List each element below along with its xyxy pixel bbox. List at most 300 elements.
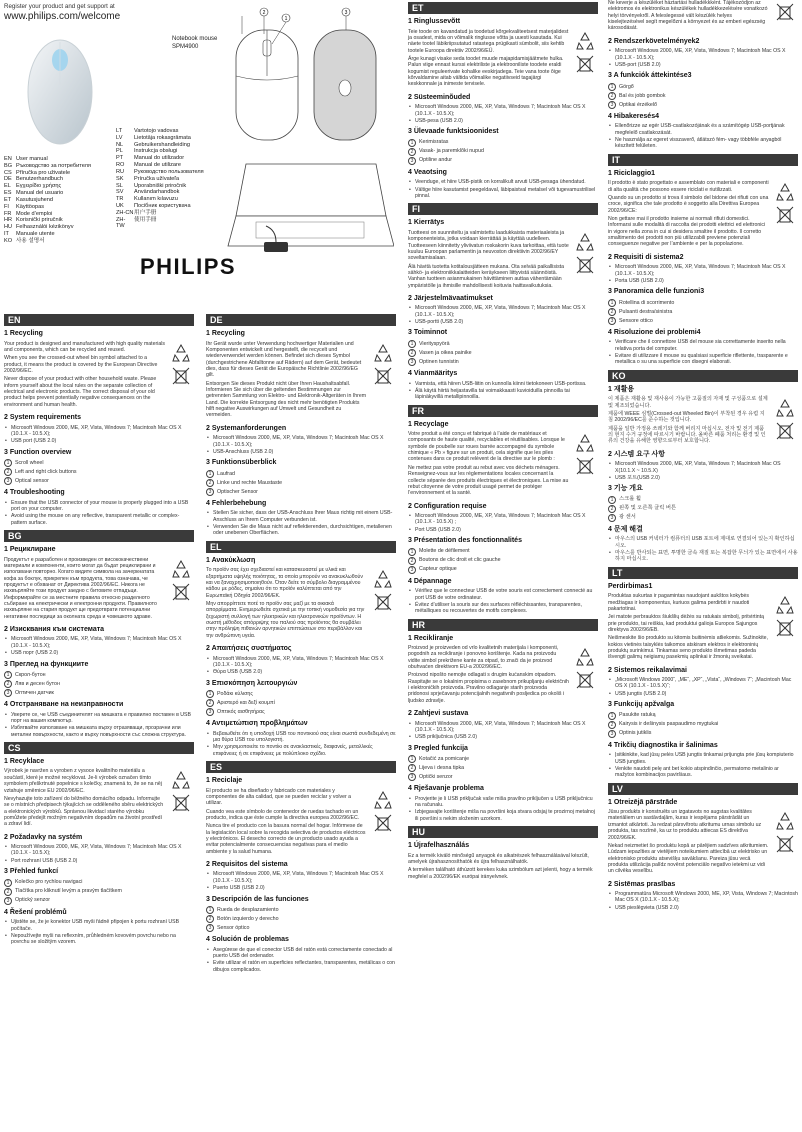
req-en-os: • Microsoft Windows 2000, ME, XP, Vista, Windows 7; Macintosh Mac OS X (10.1.X - 10.5.X); (4, 425, 194, 438)
language-code: EL (4, 183, 11, 190)
tip-bg-2: • Избягвайте използване на мишката върху отразяващи, прозрачни или метални повърхности, както и върху повърхности със сложна структура. (4, 725, 194, 738)
text-lt-p2: Jei matote perbrauktos šiukšlių dėžės su ratukais simbolį, pritvirtintą prie produkto, tai reiškia, kad produktui galioja Europos Sąjungos direktyva 2002/96/EB. (608, 614, 764, 633)
text-fi-p1: Tuotteesi on suunniteltu ja valmistettu laadukkaista materiaaleista ja komponenteista, jotka voidaan kierrättää ja käyttää uudelleen. Tuotteeseen kiinnitetty yliviivatun roskakorin kuva tarkoittaa, että tuote kuuluu Euroopan parlamentin ja neuvoston direktiivin 2002/96/EY soveltamisalaan. (408, 229, 569, 262)
text-es-p1: El producto se ha diseñado y fabricado con materiales y componentes de alta calidad, que se pueden reciclar y volver a utilizar. (206, 787, 352, 807)
func-es-1: Rueda de desplazamiento (217, 906, 279, 913)
req-lt-os: • „Microsoft Windows 2000“, „ME“, „XP“, „Vista“, „Windows 7“; „Macintosh Mac OS X (10.1.X - 10.5.X)“; (608, 677, 798, 690)
heading-hr-recycling: 1 Recikliranje (408, 634, 454, 642)
language-entry (116, 203, 226, 210)
language-code: SL (116, 182, 123, 189)
column-3 (408, 0, 598, 884)
language-entry (4, 183, 114, 190)
heading-ko-troubleshooting: 4 문제 해결 (608, 525, 643, 533)
weee-bin-icon (171, 582, 191, 602)
req-bg-os: • Microsoft Windows 2000, ME, XP, Vista, Windows 7; Macintosh Mac OS X (10.1.X - 10.5.X); (4, 636, 194, 649)
heading-et-functions: 3 Ülevaade funktsioonidest (408, 128, 499, 136)
weee-bin-icon (171, 366, 191, 386)
func-bg-3: Оптичен датчик (15, 689, 54, 696)
req-et-os: • Microsoft Windows 2000, ME, XP, Vista, Windows 7; Macintosh Mac OS X (10.1.X - 10.5.X); (408, 104, 598, 117)
language-entry (4, 163, 114, 170)
tip-cs-1: • Ujistěte se, že je konektor USB myši řádně připojen k portu rozhraní USB počítače. (4, 919, 194, 932)
tip-fr-2: • Évitez d’utiliser la souris sur des surfaces réfléchissantes, transparentes, métalliques ou recouvertes de motifs complexes. (408, 602, 598, 615)
language-list-left (4, 156, 114, 245)
func-el-2: Αριστερό και δεξί κουμπί (217, 699, 275, 706)
heading-en-functions: 3 Function overview (4, 448, 72, 456)
func-hu-1: Görgő (619, 83, 634, 90)
language-entry (116, 135, 226, 142)
lang-header-es: ES (206, 761, 396, 773)
req-es-os: • Microsoft Windows 2000, ME, XP, Vista, Windows 7; Macintosh Mac OS X (10.1.X - 10.5.X); (206, 871, 396, 884)
func-bg-1: Скрол-бутон (15, 671, 46, 678)
req-en-usb: • USB port (USB 2.0) (4, 438, 194, 444)
func-et-2: Vasak- ja paremklõki nupud (419, 148, 484, 155)
lang-header-cs: CS (4, 742, 194, 754)
tip-en-2: • Avoid using the mouse on any reflective, transparent metallic or complex-pattern surface. (4, 513, 194, 526)
language-entry (116, 128, 226, 135)
tip-en-1: • Ensure that the USB connector of your mouse is properly plugged into a USB port on your computer. (4, 500, 194, 513)
func-cs-2: Tlačítka pro kliknutí levým a pravým tlačítkem (15, 888, 122, 895)
req-hr-os: • Microsoft Windows 2000, ME, XP, Vista, Windows 7; Macintosh Mac OS X (10.1.X - 10.5.X); (408, 721, 598, 734)
func-es-2: Botón izquierdo y derecho (217, 915, 279, 922)
weee-bin-icon (373, 592, 393, 612)
heading-lt-functions: 3 Funkcijų apžvalga (608, 701, 675, 709)
text-fi-p2: Älä hävitä tuotetta kotitalousjätteen mukana. Ota selvää paikallisista sähkö- ja elektroniikkalaitteiden keräykseen liittyvistä säännöistä. Vanhan tuotteen asianmukainen hävittäminen auttaa vähentämään ympäristölle ja ihmisille mahdollisesti koituvia haittavaikutuksia. (408, 263, 565, 289)
text-es-p3: Nunca tire el producto con la basura normal del hogar. Infórmese de la legislación local sobre la recogida selectiva de productos eléctricos y electrónicos. El desecho correcto de un producto usado ayuda a evitar potencialmente consecuencias negativas para el medio ambiente y la salud humana. (206, 823, 366, 855)
req-ko-os: • Microsoft Windows 2000, ME, XP, Vista, Windows 7; Macintosh Mac OS X(10.1.X ~ 10.5.X) (608, 461, 798, 474)
language-title: Gebruikershandleiding (134, 141, 190, 148)
recycle-icon (373, 790, 393, 810)
recycle-icon (775, 398, 795, 418)
language-title: Manuale utente (16, 230, 55, 237)
heading-cs-functions: 3 Přehled funkcí (4, 868, 59, 876)
column-4 (608, 0, 798, 915)
lang-header-el: EL (206, 541, 396, 553)
req-hu-os: • Microsoft Windows 2000, ME, XP, Vista, Windows 7; Macintosh Mac OS X (10.1.X - 10.5.X); (608, 48, 798, 61)
heading-fi-requirements: 2 Järjestelmävaatimukset (408, 294, 493, 302)
text-en-p1: Your product is designed and manufactured with high quality materials and components, which can be recycled and reused. (4, 340, 166, 353)
tip-hr-2: • Izbjegavajte korištenje miša na površini koja stvara odsjaj te prozirnoj metalnoj ili površini s nekim složenim uzorkom. (408, 809, 598, 822)
text-es-p2: Cuando vea este símbolo de contenedor de ruedas tachado en un producto, indica que éste cumple la directiva europea 2002/96/EC. (206, 808, 360, 821)
tip-ko-1: • 마우스의 USB 커넥터가 컴퓨터의 USB 포트에 제대로 연결되어 있는지 확인하십시오. (608, 536, 798, 549)
column-2 (206, 312, 396, 977)
cover-header (0, 0, 396, 312)
model-number: SPM4900 (172, 43, 199, 50)
tip-de-1: • Stellen Sie sicher, dass der USB-Anschluss Ihrer Maus richtig mit einem USB-Anschluss an Ihrem Computer verbunden ist. (206, 510, 396, 523)
req-lt-usb: • USB jungtis (USB 2.0) (608, 691, 798, 697)
heading-en-requirements: 2 System requirements (4, 413, 82, 421)
func-hr-3: Optički senzor (419, 774, 453, 781)
heading-bg-recycling: 1 Рециклиране (4, 545, 56, 553)
heading-bg-requirements: 2 Изисквания към системата (4, 625, 105, 633)
text-it-p2: Quando su un prodotto si trova il simbolo del bidone dei rifiuti con una croce, significa che tale prodotto è soggetto alla Direttiva Europea 2002/96/CE: (608, 194, 769, 214)
heading-lv-recycling: 1 Otreizējā pārstrāde (608, 798, 678, 806)
tip-hr-1: • Provjerite je li USB priključak vaše miša pravilno priključen u USB priključnicu na računalu. (408, 796, 598, 809)
text-hr-p1: Proizvod je proizveden od vrlo kvalitetnih materijala i komponenti, pogodnih za recikliranje i ponovno korištenje. Kada na proizvodu vidite simbol prekrižene kante za otpad, to znači da je proizvod obuhvaćen direktivom EU-a 2002/96/EC. (408, 645, 559, 671)
text-cs-p2: Nevyhazujte toto zařízení do běžného domácího odpadu. Informujte se o místních předpisech týkajících se odděleného sběru elektrických a elektronických výrobků. Správnou likvidací starého výrobku pomůžete předejít možným negativním dopadům na životní prostředí a zdraví lidí. (4, 795, 164, 828)
heading-fi-functions: 3 Toiminnot (408, 329, 448, 337)
language-code: ZH-CN (116, 209, 134, 216)
language-entry (4, 197, 114, 204)
heading-en-recycling: 1 Recycling (4, 330, 43, 337)
language-entry (116, 176, 226, 183)
language-title: Kullanım kılavuzu (134, 196, 178, 203)
svg-text:3: 3 (344, 10, 348, 16)
heading-ko-functions: 3 기능 개요 (608, 485, 643, 493)
func-de-2: Linke und rechte Maustaste (217, 479, 283, 486)
language-code: PL (116, 148, 123, 155)
recycle-icon (775, 595, 795, 615)
heading-et-requirements: 2 Süsteeminõuded (408, 93, 471, 101)
heading-el-troubleshooting: 4 Αντιμετώπιση προβλημάτων (206, 720, 308, 728)
recycle-icon (775, 811, 795, 831)
language-code: HR (4, 217, 13, 224)
req-hr-usb: • USB priključnica (USB 2.0) (408, 734, 598, 740)
language-title: Benutzerhandbuch (16, 176, 63, 183)
heading-et-recycling: 1 Ringlussevõtt (408, 18, 461, 25)
func-lt-2: Kairysis ir dešinysis paspaudimo mygtukai (619, 721, 719, 728)
language-code: LV (116, 134, 123, 141)
req-fi-usb: • USB-portti (USB 2.0) (408, 319, 598, 325)
func-de-3: Optischer Sensor (217, 488, 258, 495)
req-el-usb: • Θύρα USB (USB 2.0) (206, 669, 396, 675)
tip-el-1: • Βεβαιωθείτε ότι η υποδοχή USB του ποντικιού σας είναι σωστά συνδεδεμένη σε μια θύρα USB του υπολογιστή. (206, 731, 396, 744)
req-cs-usb: • Port rozhraní USB (USB 2.0) (4, 858, 194, 864)
heading-fi-troubleshooting: 4 Vianmääritys (408, 370, 458, 377)
text-et-p2: Ärge kunagi visake seda toodet muude majapidamisjäätmete hulka. Palun viige ennast kurssi elektriliste ja elektrooniliste toodete eraldi kogumist reguleerivate kohalike eeskirjadega. Teie vana toote õige kõrvaldamine aitab vältida võimalike negatiivseid tagajärgi keskkonnale ja inimeste tervisele. (408, 55, 564, 88)
tip-fi-2: • Älä käytä hiirtä heijastavilla tai voimakkaasti kuvioiduilla pinnoilla tai läpinäkyvillä metallipinnoilla. (408, 388, 598, 401)
laptop-diagram (226, 156, 394, 256)
func-de-1: Laufrad (217, 470, 235, 477)
language-title: Käyttöopas (16, 203, 44, 210)
func-bg-2: Ляв и десен бутон (15, 680, 60, 687)
heading-fr-recycling: 1 Recyclage (408, 420, 449, 428)
recycle-icon (171, 770, 191, 790)
tip-el-2: • Μην χρησιμοποιείτε το ποντίκι σε ανακλαστικές, διαφανείς, μεταλλικές επιφάνειες ή σε επιφάνειες με πολύπλοκο σχέδιο. (206, 744, 396, 757)
section-fi: FI 1 Kierrätys Tuotteesi on suunniteltu ja valmistettu laadukkaista materiaaleista ja komponenteista, jotka voidaan kierrättää ja käyttää uudelleen. Tuotteeseen kiinnitetty yliviivatun roskakorin kuva tarkoittaa, että tuote kuuluu Euroopan parlamentin ja neuvoston direktiivin 2002/96/EY soveltamisalaan. Älä hävitä tuotetta kotitalousjätteen mukana. Ota selvää paikallisista sähkö- ja elektroniikkalaitteiden keräykseen liittyvistä säännöistä. Vanhan tuotteen asianmukainen hävittäminen auttaa vähentämään ympäristölle ja ihmisille mahdollisesti koituvia haittavaikutuksia. 2 Järjestelmävaatimukset • Microsoft Windows 2000, ME, XP, Vista, Windows 7; Macintosh Mac OS X (10.1.X - 10.5.X); • USB-portti (USB 2.0) 3 Toiminnot 1 Vierityspyörä 2 Vasen ja oikea painike 3 Optinen tunnistin 4 Vianmääritys • Varmista, että hiiren USB-liitin on kunnolla kiinni tietokoneen USB-portissa. • Älä käytä hiirtä heijastavilla tai voimakkaasti kuvioiduilla pinnoilla tai läpinäkyvillä metallipinnoilla. (408, 203, 598, 400)
lang-header-lv: LV (608, 783, 798, 795)
text-lv-p2: Nekad neizmetiet šo produktu kopā ar pārējiem sadzīves atkritumiem. Lūdzam iepazīties ar vietējiem noteikumiem attiecībā uz elektrisko un elektronisko produktu atsevišķu savākšanu. Pareiza jūsu vecā produkta utilizācija palīdz novērst potenciālo negatīvo ietekmi uz vidi un cilvēka veselību. (608, 842, 769, 875)
language-code: RO (116, 162, 125, 169)
heading-el-recycling: 1 Ανακύκλωση (206, 556, 256, 564)
text-hu-p3: Ne keverje a készüléket háztartási hulladékkként. Tájékozódjon az elektromos és elektronikus készülékek hulladékkezelésére vonatkozó helyi törvényekről. A feleslegessé vált készülék helyes kiselejtezésével segít megelőzni a környezet és az emberi egészség károsodását. (608, 0, 768, 32)
heading-et-troubleshooting: 4 Veaotsing (408, 168, 447, 176)
section-it: IT 1 Riciclaggio1 Il prodotto è stato progettato e assemblato con materiali e componenti di alta qualità che possono essere riciclati e riutilizzati. Quando su un prodotto si trova il simbolo del bidone dei rifiuti con una croce, significa che tale prodotto è soggetto alla Direttiva Europea 2002/96/CE: Non gettare mai il prodotto insieme ai normali rifiuti domestici. Informarsi sulle modalità di raccolta dei prodotti elettrici ed elettronici in vigore nella zona in cui si desidera smaltire il prodotto. Il corretto smaltimento dei prodotti non più utilizzabili previene potenziali conseguenze negative per l’ambiente e per la popolazione. 2 Requisiti di sistema2 • Microsoft Windows 2000, ME, XP, Vista, Windows 7; Macintosh Mac OS X (10.1.X - 10.5.X); • Porta USB (USB 2.0) 3 Panoramica delle funzioni3 1 Rotellina di scorrimento 2 Pulsanti destra/sinistra 3 Sensore ottico 4 Risoluzione dei problemi4 • Verificare che il connettore USB del mouse sia correttamente inserito nella relativa porta del computer. • Evitare di utilizzare il mouse su qualsiasi superficie riflettente, trasparente e metallica o su una superficie con disegni elaborati. (608, 154, 798, 366)
func-hr-1: Kotačić za pomicanje (419, 756, 470, 763)
weee-bin-icon (775, 2, 795, 22)
req-fi-os: • Microsoft Windows 2000, ME, XP, Vista, Windows 7; Macintosh Mac OS X (10.1.X - 10.5.X); (408, 305, 598, 318)
heading-de-requirements: 2 Systemanforderungen (206, 424, 287, 432)
heading-hu-recycling: 1 Újrafelhasználás (408, 842, 470, 850)
language-entry (116, 148, 226, 155)
lang-header-hr: HR (408, 619, 598, 631)
weee-bin-icon (775, 834, 795, 854)
req-fr-usb: • Port USB (USB 2.0) (408, 527, 598, 533)
func-fr-3: Capteur optique (419, 566, 457, 573)
heading-es-functions: 3 Descripción de las funciones (206, 895, 309, 903)
text-fr-p1: Votre produit a été conçu et fabriqué à l’aide de matériaux et composants de haute qualité, recyclables et réutilisables. Lorsque le symbole de poubelle sur roues barrée accompagné du symbole chimique « Pb » figure sur un produit, cela signifie que les piles contenues dans ce produit relèvent de la directive sur le plomb : (408, 431, 565, 463)
text-en-p2: When you see the crossed-out wheel bin symbol attached to a product, it means the product is covered by the European Directive 2002/96/EC. (4, 355, 158, 374)
text-en-p3: Never dispose of your product with other household waste. Please inform yourself about the local rules on the separate collection of electrical and electronic products. The correct disposal of your old product helps prevent potentially negative consequences on the environment and human health. (4, 376, 157, 408)
weee-bin-icon (775, 421, 795, 441)
language-code: HU (4, 224, 13, 231)
text-ko-p1: 이 제품은 재활용 및 재사용이 가능한 고품질의 자재 및 구성품으로 설계 및 제조되었습니다. (608, 396, 768, 409)
website-url[interactable]: www.philips.com/welcome (4, 11, 121, 22)
language-code: SV (116, 189, 124, 196)
req-bg-usb: • USB порт (USB 2.0) (4, 650, 194, 656)
lang-header-fr: FR (408, 405, 598, 417)
lang-header-ko: KO (608, 370, 798, 382)
func-cs-3: Optický senzor (15, 897, 51, 904)
tip-fr-1: • Vérifiez que le connecteur USB de votre souris est correctement connecté au port USB de votre ordinateur. (408, 588, 598, 601)
req-de-usb: • USB-Anschluss (USB 2.0) (206, 449, 396, 455)
heading-es-recycling: 1 Reciclaje (206, 776, 243, 784)
section-lt: LT Perdirbimas1 Produktas sukurtas ir pagamintas naudojant aukštos kokybės medžiagas ir komponentus, kuriuos galima perdirbti ir naudoti pakartotinai. Jei matote perbrauktos šiukšlių dėžės su ratukais simbolį, pritvirtintą prie produkto, tai reiškia, kad produktui galioja Europos Sąjungos direktyva 2002/96/EB. Neišmeskite šio produkto su kitomis buitinėmis atliekomis. Sužinokite, kokios vietinės taisyklės taikomos atskiram elektros ir elektroninių produktų surinkimui. Tinkamas seno produkto išmetimas padeda išvengti galimų neigiamų pasekmių aplinkai ir žmonių sveikatai. 2 Sistemos reikalavimai • „Microsoft Windows 2000“, „ME“, „XP“, „Vista“, „Windows 7“; „Macintosh Mac OS X (10.1.X - 10.5.X)“; • USB jungtis (USB 2.0) 3 Funkcijų apžvalga 1 Pasukite ratuką 2 Kairysis ir dešinysis paspaudimo mygtukai 3 Optinis jutiklis 4 Trikčių diagnostika ir šalinimas • Įsitikinkite, kad jūsų pelės USB jungtis tinkamai prijungta prie jūsų kompiuterio USB jungties. • Venkite naudoti pelę ant bet kokio atspindinčio, permatomo metalinio ar mažytox kombinacijos paviršiaus. (608, 567, 798, 779)
tip-lt-1: • Įsitikinkite, kad jūsų pelės USB jungtis tinkamai prijungta prie jūsų kompiuterio USB jungties. (608, 752, 798, 765)
func-fi-2: Vasen ja oikea painike (419, 349, 472, 356)
heading-lt-troubleshooting: 4 Trikčių diagnostika ir šalinimas (608, 741, 718, 749)
section-hu (408, 826, 598, 880)
heading-it-functions: 3 Panoramica delle funzioni3 (608, 288, 705, 296)
func-ko-2: 왼쪽 및 오른쪽 클릭 버튼 (619, 505, 677, 512)
text-et-p1: Teie toode on kavandatud ja toodetud kõrgekvaliteetsest materjalidest ja osadest, mida on võimalik ringlusse võtta ja uuesti kasutada. Kui näete tootel läbikriipsutatud ratastega prügikasti sümbolit, siis kehtib tootele Euroopa direktiiv 2002/96/EÜ. (408, 28, 569, 54)
heading-hr-requirements: 2 Zahtjevi sustava (408, 710, 469, 718)
func-en-1: Scroll wheel (15, 459, 44, 466)
func-lt-1: Pasukite ratuką (619, 712, 656, 719)
language-title: Mode d’emploi (16, 210, 53, 217)
language-title: Příručka pro uživatele (16, 169, 71, 176)
language-entry (4, 190, 114, 197)
language-code: BG (4, 162, 13, 169)
register-text: Register your product and get support at (4, 3, 115, 10)
language-code: ZH-TW (116, 216, 126, 230)
req-ko-usb: • USB 포트(USB 2.0) (608, 475, 798, 481)
req-hu-usb: • USB-port (USB 2.0) (608, 62, 798, 68)
func-ko-1: 스크롤 휠 (619, 496, 641, 503)
heading-cs-troubleshooting: 4 Řešení problémů (4, 908, 67, 916)
req-fr-os: • Microsoft Windows 2000, ME, XP, Vista, Windows 7; Macintosh Mac OS X (10.1.X - 10.5.X) ; (408, 513, 598, 526)
text-lt-p1: Produktas sukurtas ir pagamintas naudojant aukštos kokybės medžiagas ir komponentus, kuriuos galima perdirbti ir naudoti pakartotinai. (608, 593, 750, 612)
text-el-p2: Μην απορρίπτετε ποτέ το προϊόν σας μαζί με τα οικιακά απορρίμματα. Ενημερωθείτε σχετικά με την τοπική νομοθεσία για την ξεχωριστή συλλογή των ηλεκτρικών και ηλεκτρονικών προϊόντων. Η σωστή μέθοδος απόρριψης του παλιού σας προϊόντος θα συμβάλει στην πρόληψη πιθανών αρνητικών επιπτώσεων στο περιβάλλον και την ανθρώπινη υγεία. (206, 600, 365, 639)
weee-bin-icon (575, 456, 595, 476)
mouse-photo (20, 30, 100, 150)
req-cs-os: • Microsoft Windows 2000, ME, XP, Vista, Windows 7; Macintosh Mac OS X (10.1.X - 10.5.X); (4, 844, 194, 857)
weee-bin-icon (575, 255, 595, 275)
text-lv-p1: Jūsu produkts ir konstruēts un izgatavots no augstas kvalitātes materiāliem un sastāvdaļām, kuras ir iespējams pārstrādāt un izmantot atkārtoti. Ja redzat pārsvītrotu atkritumu urnas simbolu uz produkta, tas nozīmē, ka uz to produktu attiecas ES direktīva 2002/96/EK. (608, 809, 762, 841)
language-entry (4, 156, 114, 163)
heading-de-functions: 3 Funktionsüberblick (206, 459, 277, 467)
recycle-icon (575, 31, 595, 51)
heading-fr-functions: 3 Présentation des fonctionnalités (408, 537, 522, 545)
lang-header-et: ET (408, 2, 598, 14)
language-title: User manual (16, 156, 48, 162)
language-code: RU (116, 168, 125, 175)
func-el-1: Ροδάκι κύλισης (217, 690, 253, 697)
req-lv-os: • Programmatūra Microsoft Windows 2000, ME, XP, Vista, Windows 7; Macintosh Mac OS X (10.1.X - 10.5.X); (608, 891, 798, 904)
text-ko-p3: 제품을 일반 가정용 쓰레기와 함께 버리지 마십시오. 전자 및 전기 제품의 현지 수거 규정에 따르시기 바랍니다. 올바른 폐품 처리는 환경 및 인류의 건강을 유해한 영향으로부터 보호합니다. (608, 425, 766, 445)
language-entry (4, 238, 114, 245)
language-code: TR (116, 196, 124, 203)
heading-hu-requirements: 2 Rendszerkövetelmények2 (608, 37, 700, 45)
recycle-icon (171, 343, 191, 363)
language-code: IT (4, 230, 9, 237)
tip-cs-2: • Nepoužívejte myši na reflexním, průhledném kovovém povrchu nebo na povrchu se složitým vzorem. (4, 933, 194, 946)
tip-it-1: • Verificare che il connettore USB del mouse sia correttamente inserito nella relativa porta del computer. (608, 339, 798, 352)
func-fr-1: Molette de défilement (419, 548, 470, 555)
req-es-usb: • Puerto USB (USB 2.0) (206, 885, 396, 891)
func-et-1: Kerimisratas (419, 139, 449, 146)
req-lv-usb: • USB pieslēgvieta (USB 2.0) (608, 905, 798, 911)
recycle-icon (575, 433, 595, 453)
text-hu-p1: Ez a termék kiváló minőségű anyagok és alkatrészek felhasználásával készült, amelyek újrahasznosíthatók és újra felhasználhatók. (408, 852, 589, 866)
language-code: DE (4, 176, 12, 183)
language-title: Instrukcja obsługi (134, 148, 178, 155)
heading-fi-recycling: 1 Kierrätys (408, 219, 445, 227)
heading-cs-recycling: 1 Recyklace (4, 757, 45, 765)
text-lt-p3: Neišmeskite šio produkto su kitomis buitinėmis atliekomis. Sužinokite, kokios vietinės taisyklės taikomos atskiram elektros ir elektroninių produktų surinkimui. Tinkamas seno produkto išmetimas padeda išvengti galimų neigiamų pasekmių aplinkai ir žmonių sveikatai. (608, 635, 769, 661)
svg-text:1: 1 (284, 16, 288, 22)
mouse-bottom-diagram (306, 6, 386, 156)
language-code: FI (4, 203, 9, 210)
heading-hr-troubleshooting: 4 Rješavanje problema (408, 785, 484, 793)
language-entry (4, 217, 114, 224)
language-entry (4, 204, 114, 211)
tip-fi-1: • Varmista, että hiiren USB-liitin on kunnolla kiinni tietokoneen USB-portissa. (408, 381, 598, 387)
language-list-right (116, 128, 226, 230)
tip-bg-1: • Уверете се, че USB съединителят на мишката е правилно поставен в USB порт на вашия компютър. (4, 712, 194, 725)
func-lt-3: Optinis jutiklis (619, 730, 652, 737)
weee-bin-icon (575, 54, 595, 74)
req-de-os: • Microsoft Windows 2000, ME, XP, Vista, Windows 7; Macintosh Mac OS X (10.1.X - 10.5.X); (206, 435, 396, 448)
language-title: Ръководство за потребителя (16, 162, 91, 169)
tip-it-2: • Evitare di utilizzare il mouse su qualsiasi superficie riflettente, trasparente e metallica o su una superficie con disegni elaborati. (608, 353, 798, 366)
req-it-usb: • Porta USB (USB 2.0) (608, 278, 798, 284)
func-en-3: Optical sensor (15, 477, 49, 484)
weee-bin-icon (373, 366, 393, 386)
weee-bin-icon (575, 670, 595, 690)
weee-bin-icon (373, 813, 393, 833)
language-entry (4, 170, 114, 177)
lang-header-bg: BG (4, 530, 194, 542)
func-hu-3: Optikai érzékelő (619, 101, 657, 108)
heading-ko-recycling: 1 재활용 (608, 385, 635, 393)
heading-bg-functions: 3 Преглед на функциите (4, 660, 89, 668)
heading-lt-requirements: 2 Sistemos reikalavimai (608, 666, 687, 674)
language-code: KO (4, 237, 13, 244)
func-fi-1: Vierityspyörä (419, 340, 450, 347)
language-entry (4, 231, 114, 238)
func-it-3: Sensore ottico (619, 317, 653, 324)
section-cs: CS 1 Recyklace Výrobek je navržen a vyroben z vysoce kvalitního materiálu a součástí, které je možné recyklovat. Je-li výrobek označen tímto symbolem přeškrtnuté popelnice s kolečky, znamená to, že se na něj vztahuje směrnice EU 2002/96/EC. Nevyhazujte toto zařízení do běžného domácího odpadu. Informujte se o místních předpisech týkajících se odděleného sběru elektrických a elektronických výrobků. Správnou likvidací starého výrobku pomůžete předejít možným negativním dopadům na životní prostředí a zdraví lidí. 2 Požadavky na systém • Microsoft Windows 2000, ME, XP, Vista, Windows 7; Macintosh Mac OS X (10.1.X - 10.5.X); • Port rozhraní USB (USB 2.0) 3 Přehled funkcí 1 Kolečko pro rychlou navigaci 2 Tlačítka pro kliknutí levým a pravým tlačítkem 3 Optický senzor 4 Řešení problémů • Ujistěte se, že je konektor USB myši řádně připojen k portu rozhraní USB počítače. • Nepoužívejte myši na reflexním, průhledném kovovém povrchu nebo na povrchu se složitým vzorem. (4, 742, 194, 946)
heading-fr-requirements: 2 Configuration requise (408, 502, 487, 510)
heading-lt-recycling: Perdirbimas1 (608, 582, 653, 590)
tip-et-1: • Veenduge, et hiire USB-pistik on korralikult arvuti USB-pesaga ühendatud. (408, 179, 598, 185)
section-fr: FR 1 Recyclage Votre produit a été conçu et fabriqué à l’aide de matériaux et composants de haute qualité, recyclables et réutilisables. Lorsque le symbole de poubelle sur roues barrée accompagné du symbole chimique « Pb » figure sur un produit, cela signifie que les piles contenues dans ce produit relèvent de la directive sur le plomb : Ne mettez pas votre produit au rebut avec vos déchets ménagers. Renseignez-vous sur les réglementations locales concernant la collecte séparée des produits électriques et électroniques. La mise au rebut citoyenne de votre produit usagé permet de protéger l’environnement et la santé. 2 Configuration requise • Microsoft Windows 2000, ME, XP, Vista, Windows 7; Macintosh Mac OS X (10.1.X - 10.5.X) ; • Port USB (USB 2.0) 3 Présentation des fonctionnalités 1 Molette de défilement 2 Boutons de clic droit et clic gauche 3 Capteur optique 4 Dépannage • Vérifiez que le connecteur USB de votre souris est correctement connecté au port USB de votre ordinateur. • Évitez d’utiliser la souris sur des surfaces réfléchissantes, transparentes, métalliques ou recouvertes de motifs complexes. (408, 405, 598, 615)
language-code: PT (116, 155, 124, 162)
text-de-p2: Entsorgen Sie dieses Produkt nicht über Ihren Haushaltsabfall. Informieren Sie sich über die geltenden Bestimmungen zur getrennten Sammlung von Elektro- und Elektronik-Altgeräten in Ihrem Land. Die korrekte Entsorgung des nicht mehr benötigten Produkts hilft negative Auswirkungen auf Umwelt und Gesundheit zu vermeiden. (206, 380, 367, 419)
text-bg-p1: Продуктът е разработен и произведен от висококачествени материали и компоненти, които могат да бъдат рециклирани и използвани повторно. Когато видите символа на зачеркнатата кофа за боклук, прикрепен към продукта, това означава, че продуктът е обхванат от Директива 2002/96/EC. Никога не изхвърляйте този продукт заедно с битовите отпадъци. Информирайте се за местните правила относно разделното събиране на електрически и електронни продукти. Правилното изхвърляне на стария продукт ще предотврати потенциални негативни последици за околната среда и човешкото здраве. (4, 556, 157, 620)
column-1 (4, 312, 194, 950)
language-title: 用户手册 (134, 209, 157, 216)
language-entry (116, 183, 226, 190)
func-fi-3: Optinen tunnistin (419, 358, 459, 365)
text-hr-p2: Proizvod nipošto nemojte odlagati s drugim kućanskim otpadom. Raspitajte se o lokalnim propisima o zasebnom prikupljanju električnih i elektroničkih proizvoda. Pravilno odlaganje starih proizvoda pridonosi sprječavanju potencijalnih negativnih posljedica po okoliš i ljudsko zdravlje. (408, 672, 569, 704)
func-en-2: Left and right click buttons (15, 468, 77, 475)
weee-bin-icon (775, 618, 795, 638)
func-hu-2: Bal és jobb gombok (619, 92, 666, 99)
language-title: Manual do utilizador (134, 155, 185, 162)
func-it-2: Pulsanti destra/sinistra (619, 308, 673, 315)
heading-hr-functions: 3 Pregled funkcija (408, 744, 468, 752)
tip-lt-2: • Venkite naudoti pelę ant bet kokio atspindinčio, permatomo metalinio ar mažytox kombinacijos paviršiaus. (608, 766, 798, 779)
language-entry (116, 189, 226, 196)
language-title: Руководство пользователя (134, 168, 204, 175)
tip-es-2: • Evite utilizar el ratón en superficies reflectantes, transparentes, metálicas o con dibujos complicados. (206, 960, 396, 973)
tip-de-2: • Verwenden Sie die Maus nicht auf reflektierenden, durchsichtigen, metallenen oder unebenen Oberflächen. (206, 524, 396, 537)
text-fr-p2: Ne mettez pas votre produit au rebut avec vos déchets ménagers. Renseignez-vous sur les réglementations locales concernant la collecte séparée des produits électriques et électroniques. La mise au rebut citoyenne de votre produit usagé permet de protéger l’environnement et la santé. (408, 464, 569, 497)
weee-bin-icon (171, 793, 191, 813)
heading-it-requirements: 2 Requisiti di sistema2 (608, 253, 684, 261)
product-name-block (172, 36, 217, 52)
language-code: ET (4, 196, 12, 203)
language-title: Príručka užívateľa (134, 175, 180, 182)
language-entry (4, 211, 114, 218)
language-code: NL (116, 141, 124, 148)
language-code: CS (4, 169, 12, 176)
section-en: EN 1 Recycling Your product is designed and manufactured with high quality materials and components, which can be recycled and reused. When you see the crossed-out wheel bin symbol attached to a product, it means the product is covered by the European Directive 2002/96/EC. Never dispose of your product with other household waste. Please inform yourself about the local rules on the separate collection of electrical and electronic products. The correct disposal of your old product helps prevent potentially negative consequences on the environment and human health. 2 System requirements • Microsoft Windows 2000, ME, XP, Vista, Windows 7; Macintosh Mac OS X (10.1.X - 10.5.X); • USB port (USB 2.0) 3 Function overview 1 Scroll wheel 2 Left and right click buttons 3 Optical sensor 4 Troubleshooting • Ensure that the USB connector of your mouse is properly plugged into a USB port on your computer. • Avoid using the mouse on any reflective, transparent metallic or complex-pattern surface. (4, 314, 194, 526)
heading-hu-troubleshooting: 4 Hibakeresés4 (608, 112, 659, 120)
heading-es-troubleshooting: 4 Solución de problemas (206, 936, 289, 944)
heading-fr-troubleshooting: 4 Dépannage (408, 577, 452, 585)
func-cs-1: Kolečko pro rychlou navigaci (15, 879, 83, 886)
language-code: FR (4, 210, 12, 217)
language-title: Εγχειρίδιο χρήσης (16, 183, 62, 190)
lang-header-en: EN (4, 314, 194, 326)
language-title: Uporabniški priročnik (134, 182, 187, 189)
section-hu-continued: Ne keverje a készüléket háztartási hulladékkként. Tájékozódjon az elektromos és elektronikus készülékek hulladékkezelésére vonatkozó helyi törvényekről. A feleslegessé vált készülék helyes kiselejtezésével segít megelőzni a környezet és az emberi egészség károsodását. 2 Rendszerkövetelmények2 • Microsoft Windows 2000, ME, XP, Vista, Windows 7; Macintosh Mac OS X (10.1.X - 10.5.X); • USB-port (USB 2.0) 3 A funkciók áttekintése3 1 Görgő 2 Bal és jobb gombok 3 Optikai érzékelő 4 Hibakeresés4 • Ellenőrizze az egér USB-csatlakozójának és a számítógép USB-portjának megfelelő csatlakozását. • Ne használja az egeret visszaverő, átlátszó fém- vagy többféle anyagból készített felületen. (608, 0, 798, 150)
language-code: ES (4, 190, 12, 197)
tip-et-2: • Vältige hiire kasutamist peegeldaval, läbipaistval metalsel või tugevamustrilisel pinnal. (408, 187, 598, 200)
lang-header-hu: HU (408, 826, 598, 838)
heading-cs-requirements: 2 Požadavky na systém (4, 833, 83, 841)
section-lv (608, 783, 798, 912)
heading-it-recycling: 1 Riciclaggio1 (608, 169, 656, 177)
text-ko-p2: 제품에 WEEE 심벌(Crossed-out Wheeled Bin)이 부착된 경우 유럽 지침 2002/96/EC를 준수하는 것입니다. (608, 410, 765, 424)
weee-bin-icon (775, 205, 795, 225)
language-title: Felhasználói kézikönyv (16, 224, 74, 231)
heading-bg-troubleshooting: 4 Отстраняване на неизправности (4, 701, 124, 709)
mouse-top-diagram (228, 6, 308, 156)
text-el-p1: Το προϊόν σας έχει σχεδιαστεί και κατασκευαστεί με υλικά και εξαρτήματα υψηλής ποιότητας, τα οποία μπορούν να ανακυκλωθούν και να ξαναχρησιμοποιηθούν. Όταν δείτε το σύμβολο διαγραμμένου κάδου με ρόδες, σημαίνει ότι το προϊόν καλύπτεται από την Ευρωπαϊκή Οδηγία 2002/96/ΕΚ. (206, 567, 363, 599)
lang-header-it: IT (608, 154, 798, 166)
language-entry (116, 142, 226, 149)
tip-hu-1: • Ellenőrizze az egér USB-csatlakozójának és a számítógép USB-portjának megfelelő csatlakozását. (608, 123, 798, 136)
language-title: Lietotāja rokasgrāmata (134, 134, 191, 141)
language-code: EN (4, 156, 12, 162)
text-cs-p1: Výrobek je navržen a vyroben z vysoce kvalitního materiálu a součástí, které je možné recyklovat. Je-li výrobek označen tímto symbolem přeškrtnuté popelnice s kolečky, znamená to, že se na něj vztahuje směrnice EU 2002/96/EC. (4, 768, 162, 794)
recycle-icon (575, 647, 595, 667)
language-entry (116, 196, 226, 203)
section-el: EL 1 Ανακύκλωση Το προϊόν σας έχει σχεδιαστεί και κατασκευαστεί με υλικά και εξαρτήματα υψηλής ποιότητας, τα οποία μπορούν να ανακυκλωθούν και να ξαναχρησιμοποιηθούν. Όταν δείτε το σύμβολο διαγραμμένου κάδου με ρόδες, σημαίνει ότι το προϊόν καλύπτεται από την Ευρωπαϊκή Οδηγία 2002/96/ΕΚ. Μην απορρίπτετε ποτέ το προϊόν σας μαζί με τα οικιακά απορρίμματα. Ενημερωθείτε σχετικά με την τοπική νομοθεσία για την ξεχωριστή συλλογή των ηλεκτρικών και ηλεκτρονικών προϊόντων. Η σωστή μέθοδος απόρριψης του παλιού σας προϊόντος θα συμβάλει στην πρόληψη πιθανών αρνητικών επιπτώσεων στο περιβάλλον και την ανθρώπινη υγεία. 2 Απαιτήσεις συστήματος • Microsoft Windows 2000, ME, XP, Vista, Windows 7; Macintosh Mac OS X (10.1.X - 10.5.X); • Θύρα USB (USB 2.0) 3 Επισκόπηση λειτουργιών 1 Ροδάκι κύλισης 2 Αριστερό και δεξί κουμπί 3 Οπτικός αισθητήρας 4 Αντιμετώπιση προβλημάτων • Βεβαιωθείτε ότι η υποδοχή USB του ποντικιού σας είναι σωστά συνδεδεμένη σε μια θύρα USB του υπολογιστή. • Μην χρησιμοποιείτε το ποντίκι σε ανακλαστικές, διαφανείς, μεταλλικές επιφάνειες ή σε επιφάνειες με πολύπλοκο σχέδιο. (206, 541, 396, 757)
heading-it-troubleshooting: 4 Risoluzione dei problemi4 (608, 328, 701, 336)
tip-hu-2: • Ne használja az egeret visszaverő, átlátszó fém- vagy többféle anyagból készített felületen. (608, 137, 798, 150)
language-entry (4, 224, 114, 231)
language-entry (116, 162, 226, 169)
heading-de-recycling: 1 Recycling (206, 330, 245, 337)
language-title: Kasutusjuhend (16, 196, 54, 203)
req-it-os: • Microsoft Windows 2000, ME, XP, Vista, Windows 7; Macintosh Mac OS X (10.1.X - 10.5.X); (608, 264, 798, 277)
language-entry (116, 210, 226, 217)
language-entry (116, 217, 226, 231)
